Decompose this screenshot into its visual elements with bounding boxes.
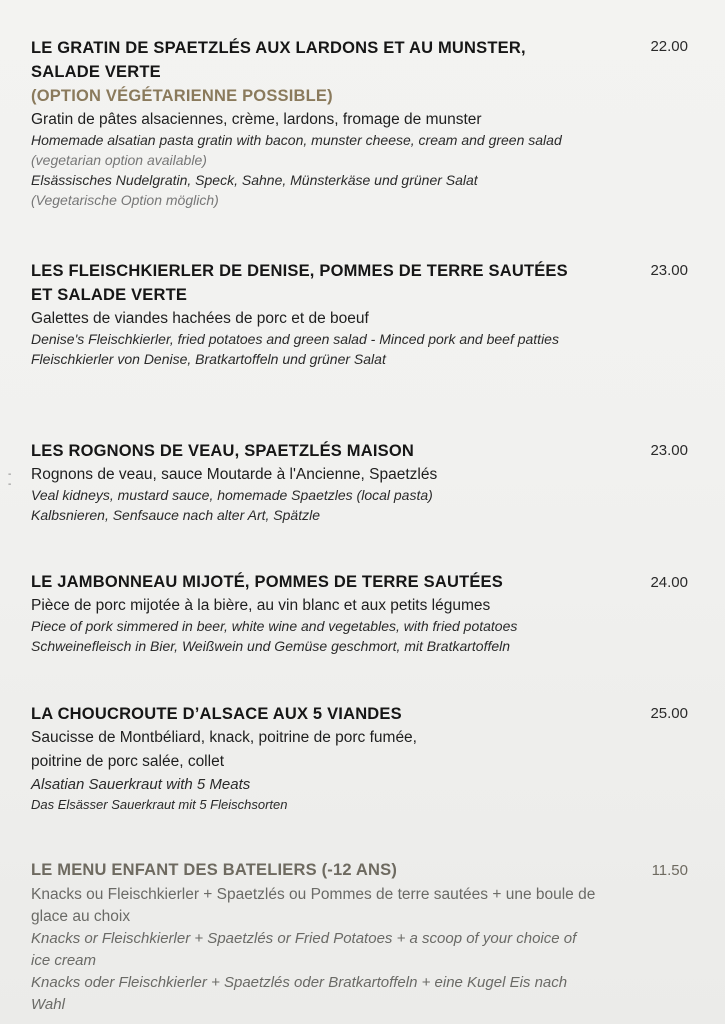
item-description-de: Schweinefleisch in Bier, Weißwein und Gemüse geschmort, mit Bratkartoffeln — [31, 638, 511, 654]
item-title: LE MENU ENFANT DES BATELIERS (-12 ANS) — [31, 861, 398, 879]
menu-item-gratin — [31, 36, 591, 210]
item-price: 24.00 — [650, 574, 688, 591]
item-description-en-text: Homemade alsatian pasta gratin with bacon, munster cheese, cream and green salad — [31, 132, 562, 148]
item-description-fr-line2: poitrine de porc salée, collet — [31, 753, 225, 770]
item-title: LES ROGNONS DE VEAU, SPAETZLÉS MAISON — [31, 442, 414, 460]
item-note-de: (Vegetarische Option möglich) — [31, 192, 219, 208]
item-description-de: Fleischkierler von Denise, Bratkartoffeln und grüner Salat — [31, 351, 386, 367]
item-description-de: Elsässisches Nudelgratin, Speck, Sahne, Münsterkäse und grüner Salat — [31, 172, 478, 188]
menu-item-rognons — [31, 439, 591, 525]
item-description-en — [31, 130, 591, 170]
item-description-fr: Gratin de pâtes alsaciennes, crème, lardons, fromage de munster — [31, 111, 482, 128]
menu-item-fleischkierler — [31, 259, 591, 369]
item-title: LE GRATIN DE SPAETZLÉS AUX LARDONS ET AU MUNSTER, SALADE VERTE — [31, 39, 526, 81]
item-description-de: Knacks oder Fleischkierler + Spaetzlés oder Bratkartoffeln + eine Kugel Eis nach Wahl — [31, 974, 568, 1013]
item-description-fr-line1: Saucisse de Montbéliard, knack, poitrine de porc fumée, — [31, 729, 417, 746]
item-description-fr: Galettes de viandes hachées de porc et de boeuf — [31, 310, 369, 327]
item-description-fr: Knacks ou Fleischkierler + Spaetzlés ou Pommes de terre sautées + une boule de glace au choix — [31, 886, 596, 925]
item-description-en: Veal kidneys, mustard sauce, homemade Spaetzles (local pasta) — [31, 487, 433, 503]
item-price: 11.50 — [651, 862, 688, 879]
item-description-en: Alsatian Sauerkraut with 5 Meats — [31, 776, 251, 793]
item-option: (OPTION VÉGÉTARIENNE POSSIBLE) — [31, 87, 333, 105]
item-price: 25.00 — [650, 705, 688, 722]
item-description-en: Piece of pork simmered in beer, white wine and vegetables, with fried potatoes — [31, 618, 518, 634]
item-description-de: Kalbsnieren, Senfsauce nach alter Art, Spätzle — [31, 507, 320, 523]
menu-item-choucroute — [31, 702, 591, 815]
item-title: LE JAMBONNEAU MIJOTÉ, POMMES DE TERRE SAUTÉES — [31, 573, 503, 591]
item-note-en: (vegetarian option available) — [31, 152, 207, 168]
item-price: 23.00 — [650, 262, 688, 279]
item-description-fr: Pièce de porc mijotée à la bière, au vin blanc et aux petits légumes — [31, 597, 491, 614]
item-description-de: Das Elsässer Sauerkraut mit 5 Fleischsorten — [31, 797, 288, 812]
menu-item-jambonneau — [31, 570, 591, 656]
item-title: LES FLEISCHKIERLER DE DENISE, POMMES DE TERRE SAUTÉES ET SALADE VERTE — [31, 262, 568, 304]
item-title: LA CHOUCROUTE D’ALSACE AUX 5 VIANDES — [31, 705, 402, 723]
item-description-en: Knacks or Fleischkierler + Spaetzlés or Fried Potatoes + a scoop of your choice of ice cream — [31, 930, 577, 969]
menu-item-menu-enfant — [31, 858, 596, 1016]
stray-mark: ‐ ‐ — [8, 469, 12, 490]
item-description-fr: Rognons de veau, sauce Moutarde à l'Ancienne, Spaetzlés — [31, 466, 438, 483]
item-price: 23.00 — [650, 442, 688, 459]
item-description-en: Denise's Fleischkierler, fried potatoes and green salad - Minced pork and beef patties — [31, 331, 559, 347]
item-price: 22.00 — [650, 38, 688, 55]
